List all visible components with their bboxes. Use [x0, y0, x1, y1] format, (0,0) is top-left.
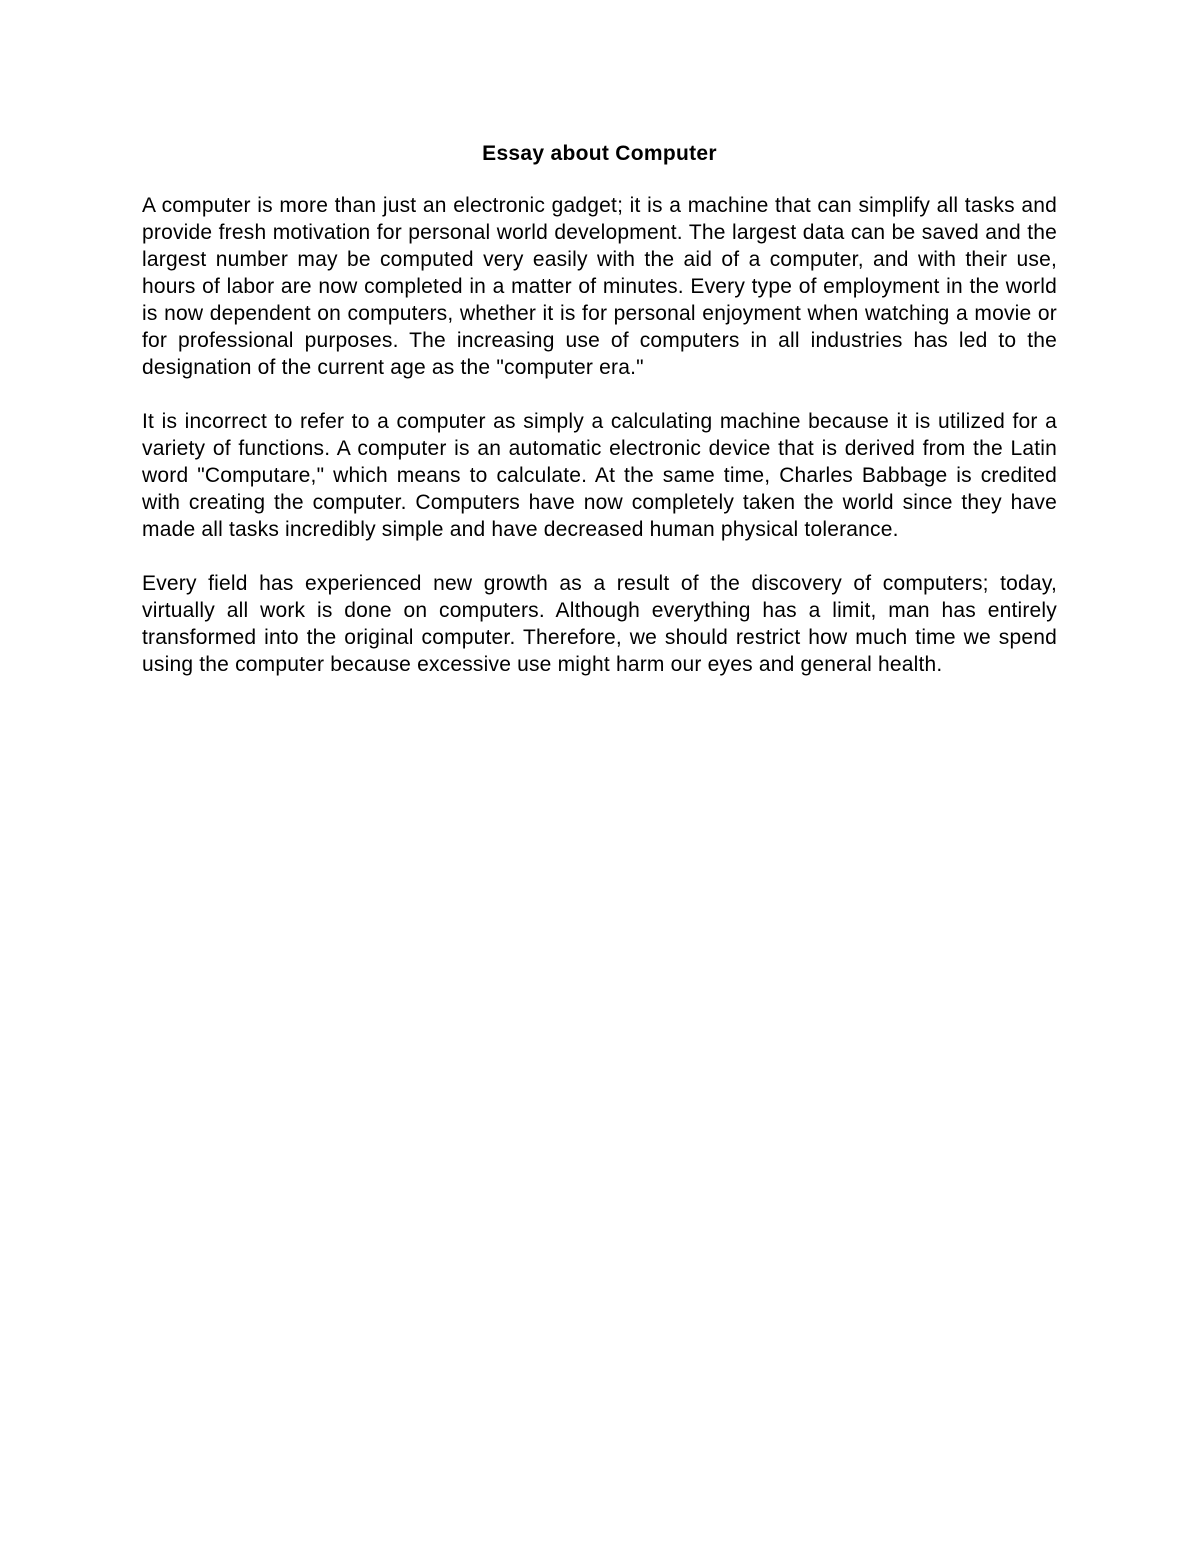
paragraph-1: A computer is more than just an electronic gadget; it is a machine that can simplify all tasks and provide fresh motivation for personal world development. The largest data can be saved and the largest number may be computed very easily with the aid of a computer, and with their use, hours of labor are now completed in a matter of minutes. Every type of employment in the world is now dependent on computers, whether it is for personal enjoyment when watching a movie or for professional purposes. The increasing use of computers in all industries has led to the designation of the current age as the "computer era."	[142, 194, 1057, 379]
paragraph-3: Every field has experienced new growth as a result of the discovery of computers; today, virtually all work is done on computers. Although everything has a limit, man has entirely transformed into the original computer. Therefore, we should restrict how much time we spend using the computer because excessive use might harm our eyes and general health.	[142, 572, 1057, 676]
paragraph-2: It is incorrect to refer to a computer as simply a calculating machine because it is utilized for a variety of functions. A computer is an automatic electronic device that is derived from the Latin word "Computare," which means to calculate. At the same time, Charles Babbage is credited with creating the computer. Computers have now completely taken the world since they have made all tasks incredibly simple and have decreased human physical tolerance.	[142, 410, 1057, 541]
document-body	[142, 140, 1057, 678]
document-title: Essay about Computer	[482, 142, 717, 165]
